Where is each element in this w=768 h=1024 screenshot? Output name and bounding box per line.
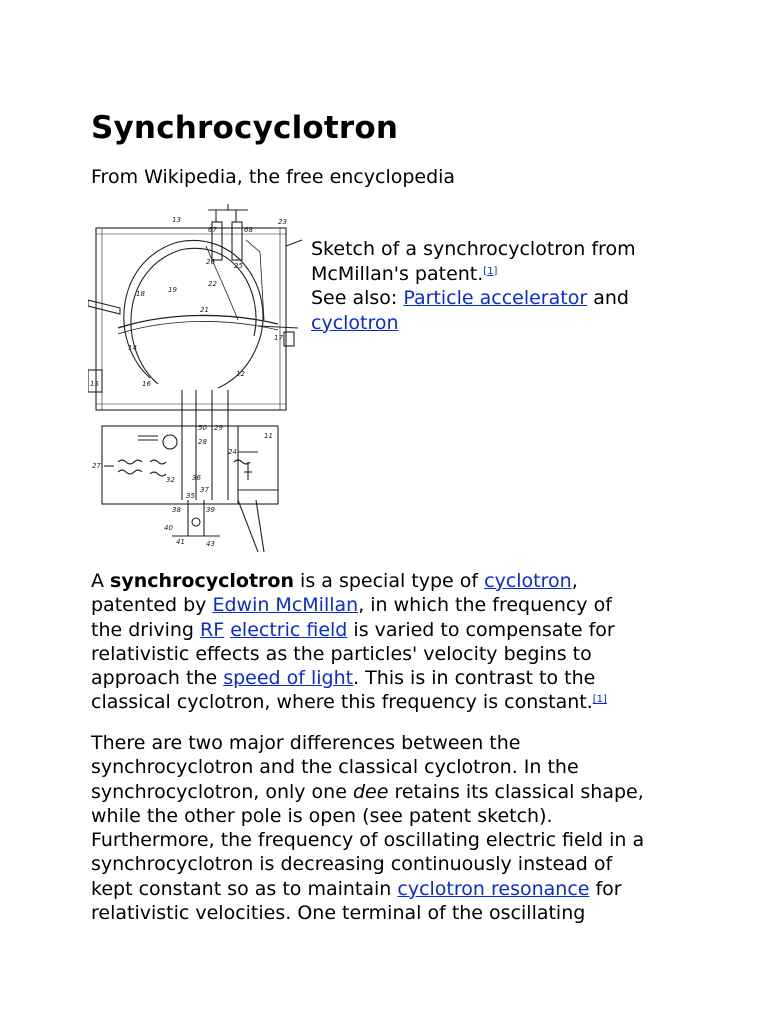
figure-caption [311,237,701,335]
label-23: 23 [278,218,287,226]
paragraph-differences [91,731,691,925]
rf-link[interactable]: RF [200,618,225,641]
text-run: approach the [91,667,224,690]
paragraph-line: synchrocyclotron is decreasing continuously instead of [91,853,613,876]
paragraph-intro [91,569,691,715]
label-15: 15 [90,380,99,388]
label-39: 39 [206,506,215,514]
label-16: 16 [142,380,151,388]
paragraph-line [91,690,691,714]
cyclotron-resonance-link[interactable]: cyclotron resonance [397,877,590,900]
label-29: 29 [214,424,223,432]
paragraph-line [91,780,691,804]
paragraph-line [91,666,691,690]
label-13: 13 [172,216,181,224]
label-17: 17 [274,334,283,342]
label-21: 21 [200,306,209,314]
caption-line-1 [311,237,701,262]
label-22: 22 [208,280,217,288]
paragraph-line: synchrocyclotron and the classical cyclotron. In the [91,756,579,779]
label-28: 28 [198,438,207,446]
caption-line-2 [311,262,701,287]
text-run: patented by [91,594,213,617]
caption-line-4 [311,311,701,336]
text-run: , in which the frequency of [358,594,612,617]
speed-of-light-link[interactable]: speed of light [223,667,354,690]
text-run: the driving [91,618,201,641]
page-title: Synchrocyclotron [91,110,399,146]
caption-text: Sketch of a synchrocyclotron from [311,238,636,260]
paragraph-line: while the other pole is open (see patent sketch). [91,804,553,827]
label-19: 19 [168,286,177,294]
label-40: 40 [164,524,173,532]
caption-line-3 [311,286,701,311]
italic-term: dee [352,780,389,803]
text-run: for [589,877,622,900]
label-24: 24 [228,448,237,456]
label-43: 43 [206,540,215,548]
bold-term: synchrocyclotron [110,570,294,592]
label-35: 35 [186,492,195,500]
paragraph-line [91,593,691,617]
citation-link[interactable]: [1] [592,694,607,706]
label-12: 12 [236,370,245,378]
paragraph-line [91,569,691,593]
label-50: 50 [198,424,207,432]
caption-text-2: McMillan's patent. [311,262,484,285]
text-run: retains its classical shape, [388,780,644,803]
label-36: 36 [192,474,201,482]
text-run: kept constant so as to maintain [91,877,398,900]
label-27: 27 [92,462,101,470]
cyclotron-link[interactable]: cyclotron [484,570,572,592]
paragraph-line: Furthermore, the frequency of oscillating electric field in a [91,829,645,852]
label-41: 41 [176,538,185,546]
text-run: classical cyclotron, where this frequency is constant. [91,691,593,714]
label-26: 26 [206,258,215,266]
paragraph-line [91,618,691,642]
text-run: is varied to compensate for [347,618,615,641]
label-25: 25 [234,262,243,270]
citation-link[interactable]: [1] [483,265,498,277]
page-subtitle: From Wikipedia, the free encyclopedia [91,166,456,188]
paragraph-line: There are two major differences between the [91,732,521,754]
text-run: , [571,570,578,592]
label-38: 38 [172,506,181,514]
cyclotron-caption-link[interactable]: cyclotron [311,311,399,334]
paragraph-line: relativistic velocities. One terminal of the oscillating [91,902,586,925]
label-67: 67 [208,226,217,234]
label-32: 32 [166,476,175,484]
see-also-and: and [587,287,629,309]
label-14: 14 [128,344,137,352]
text-run: . This is in contrast to the [353,667,596,690]
particle-accelerator-link[interactable]: Particle accelerator [403,287,588,309]
label-11: 11 [264,432,273,440]
label-18: 18 [136,290,145,298]
paragraph-line [91,877,691,901]
paragraph-line: relativistic effects as the particles' velocity begins to [91,642,592,665]
see-also-prefix: See also: [311,287,404,309]
edwin-mcmillan-link[interactable]: Edwin McMillan [212,594,359,617]
label-68: 68 [244,226,253,234]
electric-field-link[interactable]: electric field [230,618,348,641]
text-run: synchrocyclotron, only one [91,780,353,803]
label-37: 37 [200,486,209,494]
text-run: is a special type of [294,570,485,592]
patent-sketch-image [88,200,304,552]
text-run: A [91,570,111,592]
